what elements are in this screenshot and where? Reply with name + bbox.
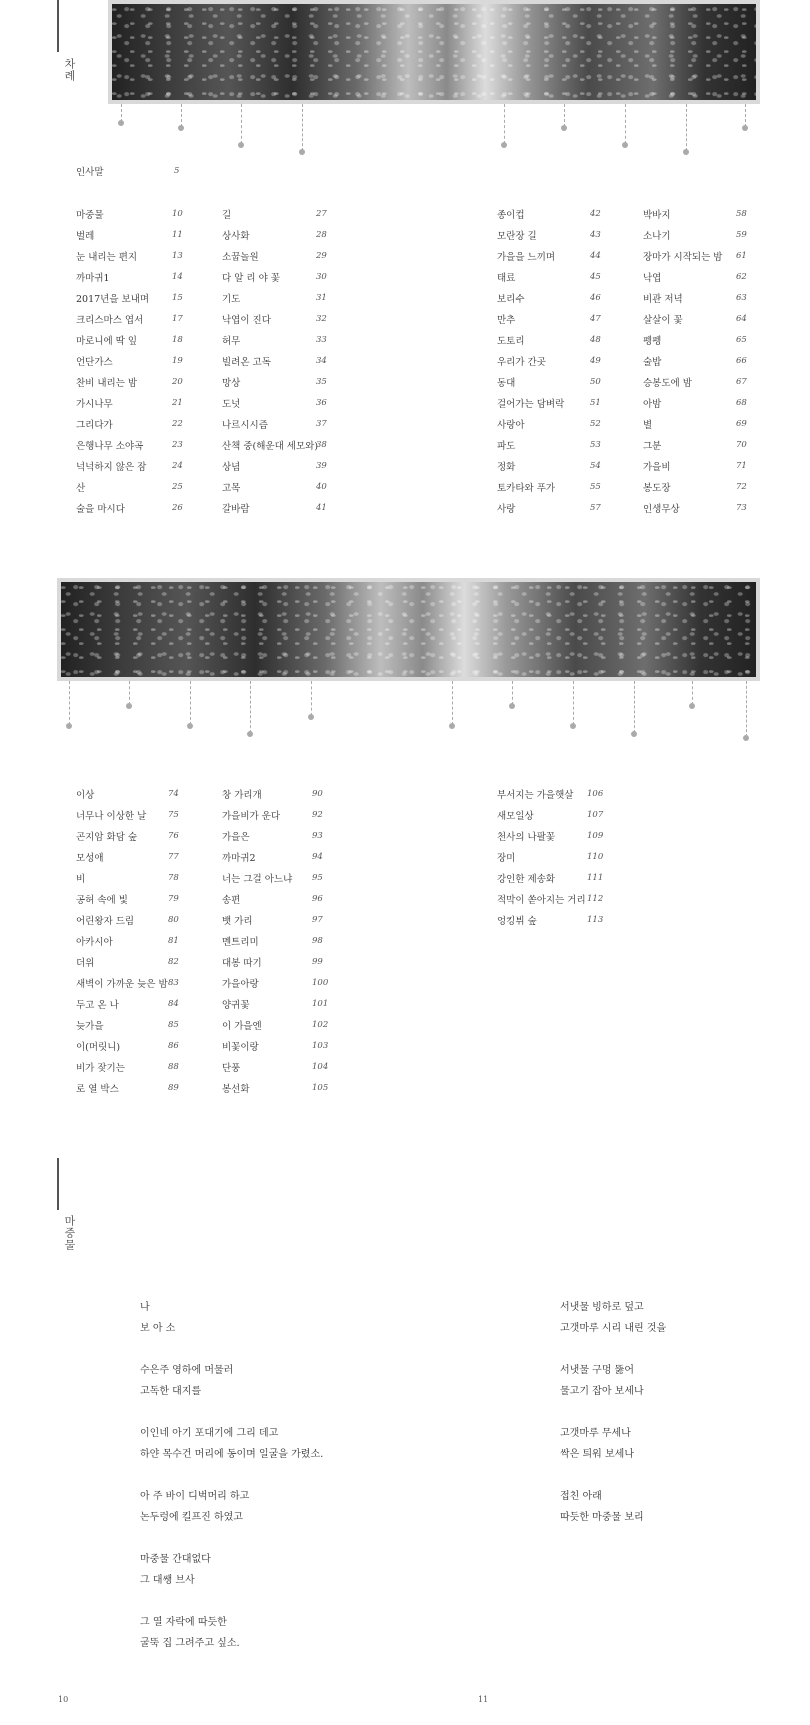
poem-line: 서냇물 빙하로 덮고 xyxy=(560,1302,644,1313)
toc-entry-page: 64 xyxy=(736,314,747,324)
toc-entry-title[interactable]: 넉넉하지 않은 잠 xyxy=(76,462,147,473)
toc-entry-title[interactable]: 곤지암 화담 숲 xyxy=(76,832,138,843)
toc-entry-title[interactable]: 새모일상 xyxy=(497,811,534,822)
toc-entry-page: 54 xyxy=(590,461,601,471)
toc-entry-page: 33 xyxy=(316,335,327,345)
toc-entry-page: 55 xyxy=(590,482,601,492)
toc-entry-page: 48 xyxy=(590,335,601,345)
poem-line: 보 아 소 xyxy=(140,1323,176,1334)
toc-entry-title[interactable]: 모란장 길 xyxy=(497,231,537,242)
pin-dot xyxy=(561,125,567,131)
toc-entry-page: 39 xyxy=(316,461,327,471)
toc-entry-title[interactable]: 낙엽이 진다 xyxy=(222,315,271,326)
toc-entry-page: 92 xyxy=(312,810,323,820)
toc-entry-page: 18 xyxy=(172,335,183,345)
pin-marker xyxy=(692,681,693,705)
toc-entry-page: 111 xyxy=(587,873,604,883)
toc-entry-page: 93 xyxy=(312,831,323,841)
poem-line: 서냇물 구멍 뚫어 xyxy=(560,1365,634,1376)
toc-entry-page: 85 xyxy=(168,1020,179,1030)
toc-entry-title[interactable]: 정화 xyxy=(497,462,516,473)
toc-entry-page: 110 xyxy=(587,852,604,862)
poem-line: 따듯한 마중물 보리 xyxy=(560,1512,644,1523)
toc-entry-title[interactable]: 봉선화 xyxy=(222,1084,250,1095)
toc-entry-title[interactable]: 갈바람 xyxy=(222,504,250,515)
toc-entry-page: 21 xyxy=(172,398,183,408)
toc-entry-page: 20 xyxy=(172,377,183,387)
toc-entry-title[interactable]: 장미 xyxy=(497,853,516,864)
toc-entry-page: 51 xyxy=(590,398,601,408)
poem-line: 물고기 잡아 보세나 xyxy=(560,1386,644,1397)
toc-entry-page: 57 xyxy=(590,503,601,513)
poem-line: 그 대쌩 브사 xyxy=(140,1575,195,1586)
toc-entry-title[interactable]: 소꿉놀원 xyxy=(222,252,259,263)
pin-marker xyxy=(241,104,242,144)
toc-entry-page: 46 xyxy=(590,293,601,303)
toc-entry-title[interactable]: 가을은 xyxy=(222,832,250,843)
toc-entry-title[interactable]: 나르시시즘 xyxy=(222,420,268,431)
toc-entry-page: 78 xyxy=(168,873,179,883)
toc-entry-page: 80 xyxy=(168,915,179,925)
toc-entry-title[interactable]: 벌레 xyxy=(76,231,95,242)
pin-dot xyxy=(570,723,576,729)
toc-entry-title[interactable]: 강인한 제송화 xyxy=(497,874,556,885)
toc-entry-title[interactable]: 새벽이 가까운 늦은 밤 xyxy=(76,979,168,990)
toc-entry-title[interactable]: 양귀꽃 xyxy=(222,1000,250,1011)
toc-entry-page: 73 xyxy=(736,503,747,513)
toc-entry-page: 52 xyxy=(590,419,601,429)
toc-entry-title[interactable]: 단풍 xyxy=(222,1063,241,1074)
intro-label: 인사말 xyxy=(76,167,104,178)
pin-dot xyxy=(631,731,637,737)
pin-marker xyxy=(311,681,312,716)
toc-entry-title[interactable]: 사랑아 xyxy=(497,420,525,431)
toc-entry-page: 113 xyxy=(587,915,604,925)
toc-entry-page: 112 xyxy=(587,894,604,904)
poem-line: 아 주 바이 디벅머리 하고 xyxy=(140,1491,250,1502)
toc-entry-title[interactable]: 펭펭 xyxy=(643,336,662,347)
toc-entry-page: 37 xyxy=(316,419,327,429)
toc-entry-page: 107 xyxy=(587,810,604,820)
pin-marker xyxy=(573,681,574,725)
toc-entry-page: 59 xyxy=(736,230,747,240)
toc-entry-page: 76 xyxy=(168,831,179,841)
intro-page: 5 xyxy=(174,166,180,176)
pin-dot xyxy=(178,125,184,131)
toc-entry-page: 83 xyxy=(168,978,179,988)
toc-entry-page: 77 xyxy=(168,852,179,862)
pin-dot xyxy=(247,731,253,737)
toc-entry-title[interactable]: 부서지는 가을햇살 xyxy=(497,790,574,801)
toc-entry-title[interactable]: 다 알 리 야 꽃 xyxy=(222,273,280,284)
toc-entry-page: 58 xyxy=(736,209,747,219)
pin-dot xyxy=(683,149,689,155)
pin-marker xyxy=(302,104,303,151)
page-number-right: 11 xyxy=(478,1695,489,1704)
poem-line: 고갯마루 시리 내린 것을 xyxy=(560,1323,667,1334)
toc-entry-page: 62 xyxy=(736,272,747,282)
toc-entry-title[interactable]: 가시나무 xyxy=(76,399,113,410)
toc-entry-page: 42 xyxy=(590,209,601,219)
toc-entry-title[interactable]: 도토리 xyxy=(497,336,525,347)
toc-entry-page: 23 xyxy=(172,440,183,450)
toc-entry-title[interactable]: 로 열 박스 xyxy=(76,1084,119,1095)
toc-entry-title[interactable]: 동대 xyxy=(497,378,516,389)
toc-entry-page: 30 xyxy=(316,272,327,282)
toc-entry-page: 102 xyxy=(312,1020,329,1030)
pin-dot xyxy=(742,125,748,131)
pin-dot xyxy=(501,142,507,148)
toc-entry-page: 34 xyxy=(316,356,327,366)
toc-entry-title[interactable]: 보리수 xyxy=(497,294,525,305)
pin-dot xyxy=(622,142,628,148)
toc-entry-title[interactable]: 늦가을 xyxy=(76,1021,104,1032)
toc-entry-title[interactable]: 멘트리미 xyxy=(222,937,259,948)
poem-line: 고갯마루 무세나 xyxy=(560,1428,631,1439)
section-title-toc: 차례 xyxy=(63,58,76,82)
toc-entry-page: 72 xyxy=(736,482,747,492)
toc-entry-page: 103 xyxy=(312,1041,329,1051)
page-number-left: 10 xyxy=(58,1695,69,1704)
toc-entry-page: 90 xyxy=(312,789,323,799)
toc-entry-title[interactable]: 그분 xyxy=(643,441,662,452)
poem-line: 그 열 자락에 따듯한 xyxy=(140,1617,227,1628)
toc-entry-title[interactable]: 파도 xyxy=(497,441,516,452)
toc-entry-title[interactable]: 태료 xyxy=(497,273,516,284)
toc-entry-title[interactable]: 허무 xyxy=(222,336,241,347)
toc-entry-title[interactable]: 더위 xyxy=(76,958,95,969)
toc-entry-title[interactable]: 언단가스 xyxy=(76,357,113,368)
toc-entry-title[interactable]: 마중물 xyxy=(76,210,104,221)
poem-line: 굴뚝 집 그려주고 싶소. xyxy=(140,1638,240,1649)
toc-entry-title[interactable]: 종이컵 xyxy=(497,210,525,221)
toc-entry-page: 99 xyxy=(312,957,323,967)
toc-entry-title[interactable]: 마로니에 딱 잎 xyxy=(76,336,138,347)
toc-entry-title[interactable]: 장마가 시작되는 밤 xyxy=(643,252,723,263)
toc-entry-title[interactable]: 2017년을 보내며 xyxy=(76,294,150,305)
toc-entry-page: 84 xyxy=(168,999,179,1009)
toc-entry-page: 44 xyxy=(590,251,601,261)
toc-entry-title[interactable]: 살살이 꽃 xyxy=(643,315,683,326)
toc-entry-page: 43 xyxy=(590,230,601,240)
toc-entry-title[interactable]: 승봉도에 밤 xyxy=(643,378,692,389)
toc-entry-title[interactable]: 인생무상 xyxy=(643,504,680,515)
toc-entry-page: 50 xyxy=(590,377,601,387)
toc-entry-title[interactable]: 사랑 xyxy=(497,504,516,515)
pin-dot xyxy=(449,723,455,729)
toc-entry-page: 32 xyxy=(316,314,327,324)
toc-entry-title[interactable]: 상사화 xyxy=(222,231,250,242)
toc-entry-page: 35 xyxy=(316,377,327,387)
toc-entry-title[interactable]: 산 xyxy=(76,483,86,494)
toc-entry-title[interactable]: 천사의 나팔꽃 xyxy=(497,832,556,843)
toc-entry-title[interactable]: 어린왕자 드림 xyxy=(76,916,135,927)
pin-marker xyxy=(121,104,122,122)
toc-entry-page: 28 xyxy=(316,230,327,240)
toc-entry-page: 105 xyxy=(312,1083,329,1093)
toc-entry-page: 75 xyxy=(168,810,179,820)
toc-entry-page: 86 xyxy=(168,1041,179,1051)
toc-entry-title[interactable]: 기도 xyxy=(222,294,241,305)
toc-entry-title[interactable]: 낙엽 xyxy=(643,273,662,284)
toc-entry-page: 15 xyxy=(172,293,183,303)
toc-entry-title[interactable]: 소나기 xyxy=(643,231,671,242)
toc-entry-page: 70 xyxy=(736,440,747,450)
pin-marker xyxy=(564,104,565,127)
toc-entry-page: 100 xyxy=(312,978,329,988)
toc-entry-title[interactable]: 까마귀1 xyxy=(76,273,110,284)
pin-marker xyxy=(69,681,70,725)
header-photo-middle xyxy=(57,578,760,681)
toc-entry-title[interactable]: 걸어가는 담벼락 xyxy=(497,399,565,410)
toc-entry-page: 88 xyxy=(168,1062,179,1072)
toc-entry-title[interactable]: 가을비 xyxy=(643,462,671,473)
toc-entry-page: 82 xyxy=(168,957,179,967)
toc-entry-title[interactable]: 아카시아 xyxy=(76,937,113,948)
toc-entry-title[interactable]: 눈 내리는 편지 xyxy=(76,252,138,263)
toc-entry-title[interactable]: 이 가을엔 xyxy=(222,1021,262,1032)
toc-entry-page: 79 xyxy=(168,894,179,904)
toc-entry-title[interactable]: 가을을 느끼며 xyxy=(497,252,556,263)
pin-marker xyxy=(452,681,453,725)
poem-line: 고독한 대지를 xyxy=(140,1386,202,1397)
toc-entry-page: 96 xyxy=(312,894,323,904)
toc-entry-page: 74 xyxy=(168,789,179,799)
toc-entry-title[interactable]: 가을아랑 xyxy=(222,979,259,990)
toc-entry-page: 19 xyxy=(172,356,183,366)
toc-entry-page: 106 xyxy=(587,789,604,799)
toc-entry-title[interactable]: 송편 xyxy=(222,895,241,906)
toc-entry-page: 98 xyxy=(312,936,323,946)
poem-line: 논두렁에 킬프진 하였고 xyxy=(140,1512,243,1523)
pin-dot xyxy=(308,714,314,720)
toc-entry-page: 65 xyxy=(736,335,747,345)
pin-marker xyxy=(504,104,505,144)
toc-entry-title[interactable]: 고목 xyxy=(222,483,241,494)
toc-entry-page: 49 xyxy=(590,356,601,366)
toc-entry-title[interactable]: 만추 xyxy=(497,315,516,326)
toc-entry-title[interactable]: 공허 속에 빛 xyxy=(76,895,128,906)
toc-entry-title[interactable]: 비가 잦기는 xyxy=(76,1063,125,1074)
toc-entry-title[interactable]: 이(머릿니) xyxy=(76,1042,121,1053)
toc-entry-title[interactable]: 너는 그걸 아느냐 xyxy=(222,874,293,885)
toc-entry-page: 14 xyxy=(172,272,183,282)
toc-entry-page: 31 xyxy=(316,293,327,303)
pin-marker xyxy=(512,681,513,705)
toc-entry-page: 45 xyxy=(590,272,601,282)
toc-entry-page: 68 xyxy=(736,398,747,408)
toc-entry-page: 94 xyxy=(312,852,323,862)
toc-entry-page: 101 xyxy=(312,999,329,1009)
toc-entry-title[interactable]: 상념 xyxy=(222,462,241,473)
section-bar-poem xyxy=(57,1158,59,1210)
pin-dot xyxy=(187,723,193,729)
toc-entry-page: 25 xyxy=(172,482,183,492)
toc-entry-page: 17 xyxy=(172,314,183,324)
pin-marker xyxy=(129,681,130,705)
toc-entry-page: 67 xyxy=(736,377,747,387)
toc-entry-title[interactable]: 박바지 xyxy=(643,210,671,221)
poem-line: 접친 아래 xyxy=(560,1491,602,1502)
pin-dot xyxy=(66,723,72,729)
toc-entry-page: 104 xyxy=(312,1062,329,1072)
toc-entry-title[interactable]: 이상 xyxy=(76,790,95,801)
pin-dot xyxy=(126,703,132,709)
toc-entry-page: 29 xyxy=(316,251,327,261)
toc-entry-page: 71 xyxy=(736,461,747,471)
toc-entry-page: 36 xyxy=(316,398,327,408)
toc-entry-page: 81 xyxy=(168,936,179,946)
pin-marker xyxy=(745,104,746,127)
toc-entry-page: 61 xyxy=(736,251,747,261)
toc-entry-title[interactable]: 토카타와 푸가 xyxy=(497,483,556,494)
toc-entry-page: 97 xyxy=(312,915,323,925)
pin-dot xyxy=(118,120,124,126)
toc-entry-title[interactable]: 뱃 가리 xyxy=(222,916,253,927)
toc-entry-title[interactable]: 술밥 xyxy=(643,357,662,368)
water-drops-image xyxy=(112,4,756,100)
poem-line: 나 xyxy=(140,1302,150,1313)
section-title-poem: 마중물 xyxy=(63,1215,76,1251)
toc-entry-page: 26 xyxy=(172,503,183,513)
toc-entry-title[interactable]: 너무나 이상한 날 xyxy=(76,811,147,822)
toc-entry-title[interactable]: 가을비가 운다 xyxy=(222,811,281,822)
poem-line: 마중물 간대없다 xyxy=(140,1554,211,1565)
header-photo-top xyxy=(108,0,760,104)
toc-entry-title[interactable]: 은행나무 소야곡 xyxy=(76,441,144,452)
poem-line: 싹은 틔워 보세나 xyxy=(560,1449,634,1460)
toc-entry-page: 24 xyxy=(172,461,183,471)
toc-entry-page: 40 xyxy=(316,482,327,492)
water-drops-image xyxy=(61,582,756,677)
toc-entry-title[interactable]: 까마귀2 xyxy=(222,853,256,864)
pin-marker xyxy=(686,104,687,151)
pin-marker xyxy=(181,104,182,127)
toc-entry-page: 11 xyxy=(172,230,183,240)
pin-marker xyxy=(190,681,191,725)
toc-entry-page: 95 xyxy=(312,873,323,883)
toc-entry-page: 10 xyxy=(172,209,183,219)
toc-entry-title[interactable]: 아밤 xyxy=(643,399,662,410)
toc-entry-title[interactable]: 별 xyxy=(643,420,653,431)
toc-entry-title[interactable]: 비꽃이랑 xyxy=(222,1042,259,1053)
pin-marker xyxy=(625,104,626,144)
toc-entry-title[interactable]: 비 xyxy=(76,874,86,885)
toc-entry-title[interactable]: 우리가 간곳 xyxy=(497,357,546,368)
toc-entry-title[interactable]: 빌려온 고독 xyxy=(222,357,271,368)
toc-entry-title[interactable]: 비관 저녁 xyxy=(643,294,683,305)
pin-marker xyxy=(746,681,747,737)
toc-entry-page: 109 xyxy=(587,831,604,841)
toc-entry-title[interactable]: 산책 중(해운대 세모와) xyxy=(222,441,319,452)
toc-entry-title[interactable]: 그리다가 xyxy=(76,420,113,431)
toc-entry-title[interactable]: 봉도장 xyxy=(643,483,671,494)
toc-entry-title[interactable]: 적막이 쏟아지는 거리 xyxy=(497,895,586,906)
toc-entry-title[interactable]: 망상 xyxy=(222,378,241,389)
toc-entry-page: 66 xyxy=(736,356,747,366)
poem-line: 하얀 목수건 머리에 동이며 일굴을 가렸소. xyxy=(140,1449,324,1460)
pin-marker xyxy=(250,681,251,733)
pin-dot xyxy=(299,149,305,155)
pin-dot xyxy=(743,735,749,741)
toc-entry-page: 53 xyxy=(590,440,601,450)
section-bar-toc xyxy=(57,0,59,52)
toc-entry-page: 69 xyxy=(736,419,747,429)
toc-entry-title[interactable]: 엉킹뷔 숲 xyxy=(497,916,537,927)
toc-entry-title[interactable]: 대봉 따기 xyxy=(222,958,262,969)
toc-entry-title[interactable]: 창 가리개 xyxy=(222,790,262,801)
pin-dot xyxy=(509,703,515,709)
toc-entry-title[interactable]: 두고 온 나 xyxy=(76,1000,119,1011)
toc-entry-page: 38 xyxy=(316,440,327,450)
toc-entry-page: 63 xyxy=(736,293,747,303)
toc-entry-page: 22 xyxy=(172,419,183,429)
toc-entry-title[interactable]: 술을 마시다 xyxy=(76,504,125,515)
toc-entry-page: 89 xyxy=(168,1083,179,1093)
poem-line: 수은주 영하에 머물러 xyxy=(140,1365,234,1376)
toc-entry-title[interactable]: 모성애 xyxy=(76,853,104,864)
poem-line: 이인네 아기 포대기에 그리 데고 xyxy=(140,1428,279,1439)
pin-marker xyxy=(634,681,635,733)
toc-entry-page: 41 xyxy=(316,503,327,513)
toc-entry-title[interactable]: 찬비 내리는 밤 xyxy=(76,378,138,389)
pin-dot xyxy=(689,703,695,709)
toc-entry-title[interactable]: 도넛 xyxy=(222,399,241,410)
toc-entry-page: 27 xyxy=(316,209,327,219)
toc-entry-page: 47 xyxy=(590,314,601,324)
pin-dot xyxy=(238,142,244,148)
toc-entry-page: 13 xyxy=(172,251,183,261)
toc-entry-title[interactable]: 크리스마스 엽서 xyxy=(76,315,144,326)
toc-entry-title[interactable]: 길 xyxy=(222,210,232,221)
